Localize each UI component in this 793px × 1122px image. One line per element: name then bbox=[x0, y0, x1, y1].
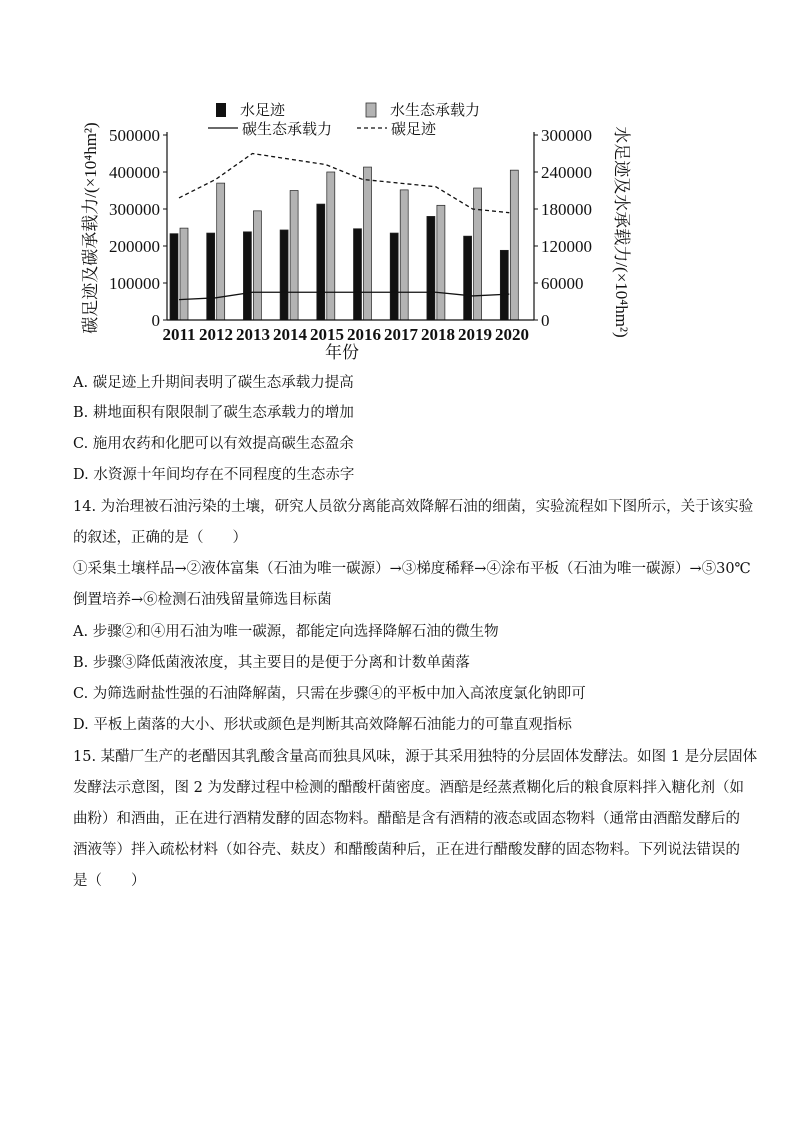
x-tick-label: 2015 bbox=[310, 325, 344, 344]
bar-water-footprint bbox=[207, 233, 215, 320]
line-carbon-capacity bbox=[179, 292, 509, 299]
bar-water-footprint bbox=[500, 250, 508, 320]
q14-option-c: C. 为筛选耐盐性强的石油降解菌，只需在步骤④的平板中加入高浓度氯化钠即可 bbox=[73, 686, 586, 702]
legend-swatch-water-capacity bbox=[366, 103, 376, 117]
left-tick-label: 300000 bbox=[109, 200, 160, 219]
x-tick-label: 2019 bbox=[458, 325, 492, 344]
bar-water-capacity bbox=[510, 170, 518, 320]
bar-water-capacity bbox=[253, 211, 261, 320]
bar-water-footprint bbox=[280, 230, 288, 320]
right-tick-label: 0 bbox=[541, 311, 550, 330]
right-tick-label: 60000 bbox=[541, 274, 584, 293]
bar-water-footprint bbox=[464, 236, 472, 320]
left-tick-label: 500000 bbox=[109, 126, 160, 145]
q15-stem-line-1: 15. 某醋厂生产的老醋因其乳酸含量高而独具风味，源于其采用独特的分层固体发酵法。如图 1 是分层固体 bbox=[73, 749, 758, 765]
bar-water-footprint bbox=[390, 233, 398, 320]
right-tick-label: 180000 bbox=[541, 200, 592, 219]
legend-label: 水足迹 bbox=[240, 103, 286, 119]
x-tick-label: 2013 bbox=[236, 325, 270, 344]
q13-option-a: A. 碳足迹上升期间表明了碳生态承载力提高 bbox=[73, 375, 354, 391]
q14-option-b: B. 步骤③降低菌液浓度，其主要目的是便于分离和计数单菌落 bbox=[73, 655, 470, 671]
bar-water-capacity bbox=[437, 205, 445, 320]
left-tick-labels bbox=[109, 126, 160, 330]
q13-option-b: B. 耕地面积有限限制了碳生态承载力的增加 bbox=[73, 405, 354, 421]
right-tick-label: 240000 bbox=[541, 163, 592, 182]
q14-flow-line-1: ①采集土壤样品→②液体富集（石油为唯一碳源）→③梯度稀释→④涂布平板（石油为唯一碳源）→⑤30℃ bbox=[73, 561, 751, 577]
q14-stem-line-1: 14. 为治理被石油污染的土壤，研究人员欲分离能高效降解石油的细菌，实验流程如下图所示，关于该实验 bbox=[73, 499, 754, 515]
bar-water-capacity bbox=[474, 188, 482, 320]
x-tick-label: 2020 bbox=[495, 325, 529, 344]
left-tick-label: 0 bbox=[151, 311, 160, 330]
right-tick-label: 300000 bbox=[541, 126, 592, 145]
q14-flow-line-2: 倒置培养→⑥检测石油残留量筛选目标菌 bbox=[73, 592, 332, 608]
footprint-chart bbox=[0, 0, 793, 370]
bar-water-capacity bbox=[364, 167, 372, 320]
q15-stem-line-5: 是（ ） bbox=[73, 873, 146, 889]
legend-label: 水生态承载力 bbox=[390, 103, 481, 119]
bar-water-footprint bbox=[170, 234, 178, 320]
legend-label: 碳生态承载力 bbox=[242, 122, 333, 138]
q14-stem-line-2: 的叙述，正确的是（ ） bbox=[73, 530, 247, 546]
bar-water-capacity bbox=[290, 191, 298, 321]
bar-water-footprint bbox=[354, 229, 362, 320]
x-tick-label: 2018 bbox=[421, 325, 455, 344]
q14-option-a: A. 步骤②和④用石油为唯一碳源，都能定向选择降解石油的微生物 bbox=[73, 624, 499, 640]
left-axis-label: 碳足迹及碳承载力/(×10⁴hm²) bbox=[81, 122, 100, 334]
legend-swatch-water-footprint bbox=[216, 103, 226, 117]
legend bbox=[208, 102, 480, 138]
line-carbon-footprint bbox=[179, 154, 509, 213]
chart-lines bbox=[179, 154, 509, 300]
bar-water-footprint bbox=[243, 232, 251, 320]
x-tick-label: 2011 bbox=[162, 325, 196, 344]
q15-stem-line-3: 曲粉）和酒曲，正在进行酒精发酵的固态物料。醋醅是含有酒精的液态或固态物料（通常由酒醅发酵后的 bbox=[73, 811, 740, 827]
x-tick-label: 2017 bbox=[384, 325, 418, 344]
left-tick-label: 200000 bbox=[109, 237, 160, 256]
bar-water-footprint bbox=[427, 216, 435, 320]
left-tick-label: 100000 bbox=[109, 274, 160, 293]
right-tick-label: 120000 bbox=[541, 237, 592, 256]
q15-stem-line-4: 酒液等）拌入疏松材料（如谷壳、麸皮）和醋酸菌种后，正在进行醋酸发酵的固态物料。下列说法错误的 bbox=[73, 842, 740, 858]
bar-water-footprint bbox=[317, 204, 325, 320]
bar-water-capacity bbox=[400, 190, 408, 320]
q13-option-c: C. 施用农药和化肥可以有效提高碳生态盈余 bbox=[73, 436, 354, 452]
bar-water-capacity bbox=[180, 228, 188, 320]
x-tick-labels bbox=[162, 325, 529, 344]
right-axis-label: 水足迹及水承载力/(×10⁴hm²) bbox=[612, 126, 631, 338]
x-axis-label: 年份 bbox=[325, 343, 359, 362]
right-tick-labels bbox=[541, 126, 592, 330]
x-tick-label: 2014 bbox=[273, 325, 307, 344]
x-tick-label: 2016 bbox=[347, 325, 381, 344]
q14-option-d: D. 平板上菌落的大小、形状或颜色是判断其高效降解石油能力的可靠直观指标 bbox=[73, 717, 572, 733]
left-tick-label: 400000 bbox=[109, 163, 160, 182]
legend-label: 碳足迹 bbox=[391, 122, 437, 138]
bar-water-capacity bbox=[327, 172, 335, 320]
q15-stem-line-2: 发酵法示意图，图 2 为发酵过程中检测的醋酸杆菌密度。酒醅是经蒸煮糊化后的粮食原料拌入糖化剂（如 bbox=[73, 780, 744, 796]
x-tick-label: 2012 bbox=[199, 325, 233, 344]
bar-water-capacity bbox=[217, 183, 225, 320]
q13-option-d: D. 水资源十年间均存在不同程度的生态赤字 bbox=[73, 467, 355, 483]
